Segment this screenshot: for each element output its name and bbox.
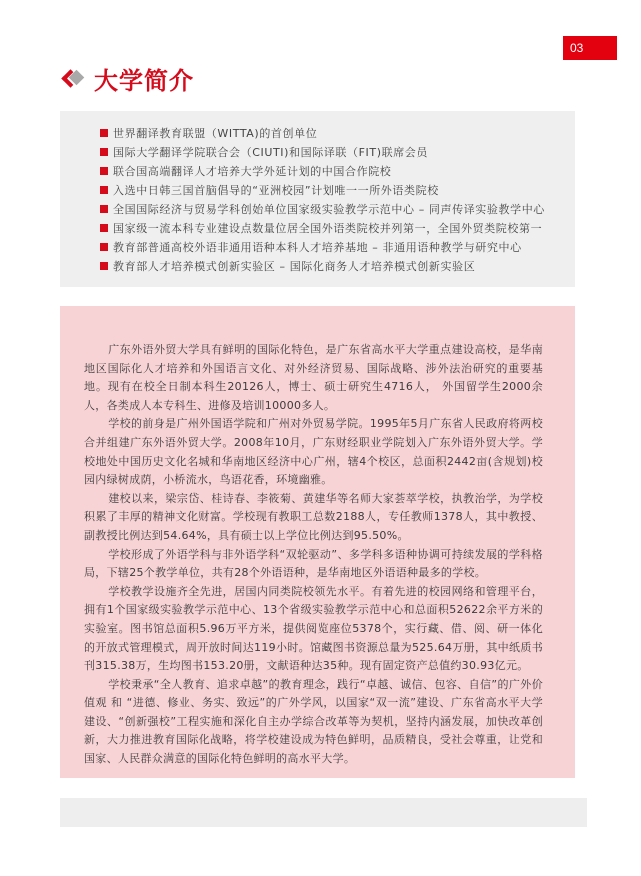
- highlight-item: [100, 161, 575, 180]
- highlight-item: [100, 142, 575, 161]
- highlight-text: 教育部人才培养模式创新实验区 – 国际化商务人才培养模式创新实验区: [113, 259, 476, 273]
- highlight-item: [100, 256, 575, 275]
- square-bullet-icon: [100, 129, 108, 137]
- highlight-text: 世界翻译教育联盟（WITTA)的首创单位: [113, 126, 318, 140]
- highlight-text: 联合国高端翻译人才培养大学外延计划的中国合作院校: [113, 164, 392, 178]
- highlight-text: 全国国际经济与贸易学科创始单位国家级实验教学示范中心 – 同声传译实验教学中心: [113, 202, 545, 216]
- footer-bar: [60, 798, 587, 827]
- highlight-item: [100, 180, 575, 199]
- introduction-box: [60, 306, 575, 778]
- highlight-text: 教育部普通高校外语非通用语种本科人才培养基地 – 非通用语种教学与研究中心: [113, 240, 522, 254]
- square-bullet-icon: [100, 167, 108, 175]
- highlights-box: [60, 111, 575, 287]
- square-bullet-icon: [100, 205, 108, 213]
- highlight-item: [100, 218, 575, 237]
- square-bullet-icon: [100, 262, 108, 270]
- highlight-item: [100, 237, 575, 256]
- page-number-badge: 03: [563, 36, 617, 60]
- intro-paragraph: 学校秉承“全人教育、追求卓越”的教育理念，践行“卓越、诚信、包容、自信”的广外价值观 和 “进德、修业、务实、致远”的广外学风，以国家“双一流”建设、广东省高水平大学建设、“创新强校”工程实施和深化自主办学综合改革等为契机，坚持内涵发展，加快改革创新，大力推进教育国际化战略，将学校建设成为特色鲜明，品质精良，受社会尊重，让党和国家、人民群众满意的国际化特色鲜明的高水平大学。: [84, 677, 543, 766]
- square-bullet-icon: [100, 224, 108, 232]
- intro-paragraph: 学校教学设施齐全先进，居国内同类院校领先水平。有着先进的校园网络和管理平台，拥有1个国家级实验教学示范中心、13个省级实验教学示范中心和总面积52622余平方米的实验室。图书馆总面积5.96万平方米，提供阅览座位5378个，实行藏、借、阅、研一体化的开放式管理模式，周开放时间达119小时。馆藏图书资源总量为525.64万册，其中纸质书刊315.38万，生均图书153.20册，文献语种达35种。现有固定资产总值约30.93亿元。: [84, 584, 543, 673]
- intro-paragraph: 建校以来，梁宗岱、桂诗春、李筱菊、黄建华等名师大家荟萃学校，执教治学，为学校积累了丰厚的精神文化财富。学校现有教职工总数2188人，专任教师1378人，其中教授、副教授比例达到54.64%，具有硕士以上学位比例达到95.50%。: [84, 491, 543, 542]
- highlight-item: [100, 199, 575, 218]
- section-header: [62, 62, 194, 94]
- highlight-text: 国家级一流本科专业建设点数量位居全国外语类院校并列第一，全国外贸类院校第一: [113, 221, 543, 235]
- square-bullet-icon: [100, 186, 108, 194]
- highlight-item: [100, 123, 575, 142]
- square-bullet-icon: [100, 243, 108, 251]
- chevron-diamond-icon: [62, 66, 86, 90]
- intro-paragraph: 广东外语外贸大学具有鲜明的国际化特色，是广东省高水平大学重点建设高校，是华南地区国际化人才培养和外国语言文化、对外经济贸易、国际战略、涉外法治研究的重要基地。现有在校全日制本科生20126人，博士、硕士研究生4716人， 外国留学生2000余人，各类成人本专科生、进修及培训10000多人。: [84, 343, 543, 412]
- page-title: 大学简介: [94, 66, 194, 95]
- square-bullet-icon: [100, 148, 108, 156]
- highlight-text: 国际大学翻译学院联合会（CIUTI)和国际译联（FIT)联席会员: [113, 145, 429, 159]
- intro-paragraph: 学校形成了外语学科与非外语学科“双轮驱动”、多学科多语种协调可持续发展的学科格局，下辖25个教学单位，共有28个外语语种，是华南地区外语语种最多的学校。: [84, 547, 543, 580]
- intro-paragraph: 学校的前身是广州外国语学院和广州对外贸易学院。1995年5月广东省人民政府将两校合并组建广东外语外贸大学。2008年10月，广东财经职业学院划入广东外语外贸大学。学校地处中国历史文化名城和华南地区经济中心广州，辖4个校区，总面积2442亩(含规划)校园内绿树成荫，小桥流水，鸟语花香，环境幽雅。: [84, 417, 543, 487]
- highlight-text: 入选中日韩三国首脑倡导的“亚洲校园”计划唯一一所外语类院校: [113, 183, 439, 197]
